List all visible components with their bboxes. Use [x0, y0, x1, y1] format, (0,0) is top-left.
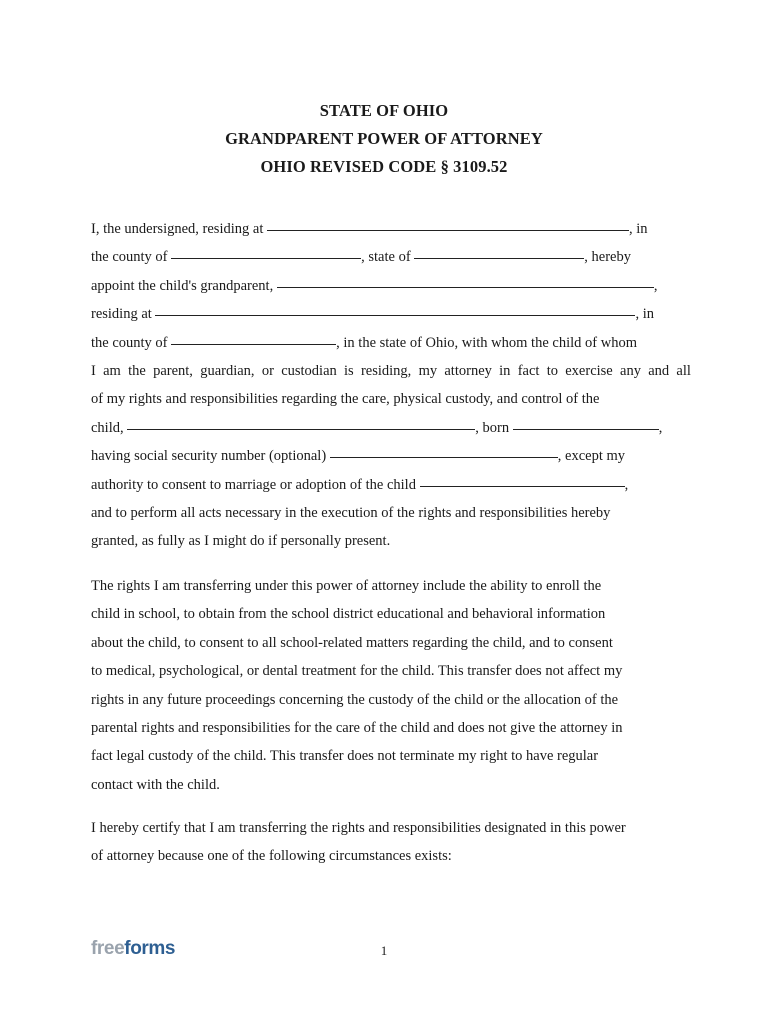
freeforms-logo: freeforms: [91, 938, 176, 959]
text-line: I, the undersigned, residing at , in: [91, 221, 648, 237]
text-line: fact legal custody of the child. This transfer does not terminate my right to have regular: [91, 748, 599, 765]
text-line: contact with the child.: [91, 776, 220, 793]
document-title: [0, 97, 768, 181]
text-line: to medical, psychological, or dental treatment for the child. This transfer does not affect my: [91, 663, 623, 680]
rights-paragraph: [91, 572, 691, 799]
text-line: of my rights and responsibilities regarding the care, physical custody, and control of the: [91, 391, 600, 408]
text-line: appoint the child's grandparent, ,: [91, 277, 658, 294]
title-form-name: GRANDPARENT POWER OF ATTORNEY: [225, 129, 543, 148]
grandparent-county-field[interactable]: [171, 344, 336, 345]
grandparent-address-field[interactable]: [155, 315, 635, 316]
page-number: 1: [380, 943, 388, 958]
text-line: child, , born ,: [91, 419, 663, 436]
grandparent-name-field[interactable]: [277, 287, 654, 288]
title-state: STATE OF OHIO: [319, 101, 449, 120]
child-birth-date-field[interactable]: [513, 429, 659, 430]
certification-paragraph: [91, 814, 691, 871]
text-line: the county of , state of , hereby: [91, 249, 631, 266]
principal-county-field[interactable]: [171, 258, 361, 259]
child-name-field[interactable]: [127, 429, 475, 430]
text-line: child in school, to obtain from the school district educational and behavioral information: [91, 606, 606, 623]
text-line: rights in any future proceedings concerning the custody of the child or the allocation of the: [91, 691, 619, 708]
text-line: granted, as fully as I might do if personally present.: [91, 533, 391, 550]
text-line: of attorney because one of the following circumstances exists:: [91, 848, 452, 865]
text-line: and to perform all acts necessary in the execution of the rights and responsibilities hereby: [91, 504, 611, 521]
principal-address-field[interactable]: [267, 230, 629, 231]
text-line: The rights I am transferring under this power of attorney include the ability to enroll the: [91, 578, 602, 594]
principal-state-field[interactable]: [414, 258, 584, 259]
text-line: about the child, to consent to all school-related matters regarding the child, and to consent: [91, 634, 613, 651]
text-line: parental rights and responsibilities for the care of the child and does not give the attorney in: [91, 719, 623, 736]
text-line: having social security number (optional) , except my: [91, 448, 626, 465]
consent-child-name-field[interactable]: [420, 486, 625, 487]
title-code: OHIO REVISED CODE § 3109.52: [260, 157, 508, 176]
appointment-paragraph: [91, 215, 691, 556]
text-line: the county of , in the state of Ohio, with whom the child of whom: [91, 334, 637, 351]
text-line: I am the parent, guardian, or custodian is residing, my attorney in fact to exercise any and all: [91, 362, 691, 379]
ssn-field[interactable]: [330, 457, 558, 458]
text-line: residing at , in: [91, 306, 654, 323]
text-line: I hereby certify that I am transferring the rights and responsibilities designated in this power: [91, 820, 626, 836]
text-line: authority to consent to marriage or adoption of the child ,: [91, 476, 629, 493]
